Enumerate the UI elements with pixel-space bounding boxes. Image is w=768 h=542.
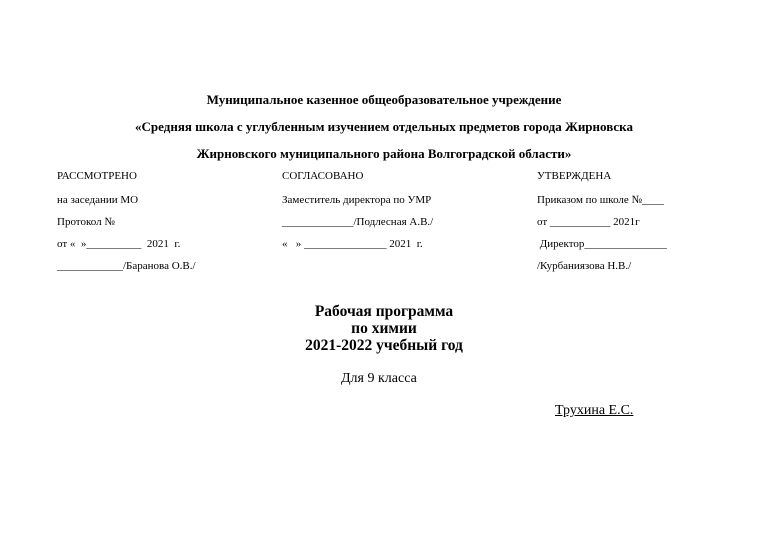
reviewed-line-3: от « »__________ 2021 г. [57,238,181,250]
school-name-line-3: Жирновского муниципального района Волгоградской области» [196,146,572,161]
agreed-title: СОГЛАСОВАНО [282,170,364,182]
program-title-line-1: Рабочая программа [314,303,454,320]
approved-line-1: Приказом по школе №____ [537,194,665,206]
reviewed-line-2: Протокол № [57,216,115,228]
grade-label: Для 9 класса [341,371,417,386]
reviewed-line-4: ____________/Баранова О.В./ [57,260,196,272]
reviewed-line-1: на заседании МО [57,194,139,206]
reviewed-title: РАССМОТРЕНО [57,170,137,182]
program-title-line-2: по химии [351,320,417,337]
agreed-line-2: _____________/Подлесная А.В./ [282,216,434,228]
program-title-line-3: 2021-2022 учебный год [305,337,463,354]
agreed-line-1: Заместитель директора по УМР [282,194,432,206]
approved-title: УТВЕРЖДЕНА [537,170,612,182]
school-name-line-1: Муниципальное казенное общеобразовательное учреждение [206,92,562,107]
approved-line-2: от ___________ 2021г [537,216,640,228]
author-name: Трухина Е.С. [555,403,634,418]
approved-line-4: /Курбаниязова Н.В./ [537,260,632,272]
school-name-line-2: «Средняя школа с углубленным изучением отдельных предметов города Жирновска [135,119,633,134]
agreed-line-3: « » _______________ 2021 г. [282,238,423,250]
approved-line-3: Директор_______________ [537,238,667,250]
